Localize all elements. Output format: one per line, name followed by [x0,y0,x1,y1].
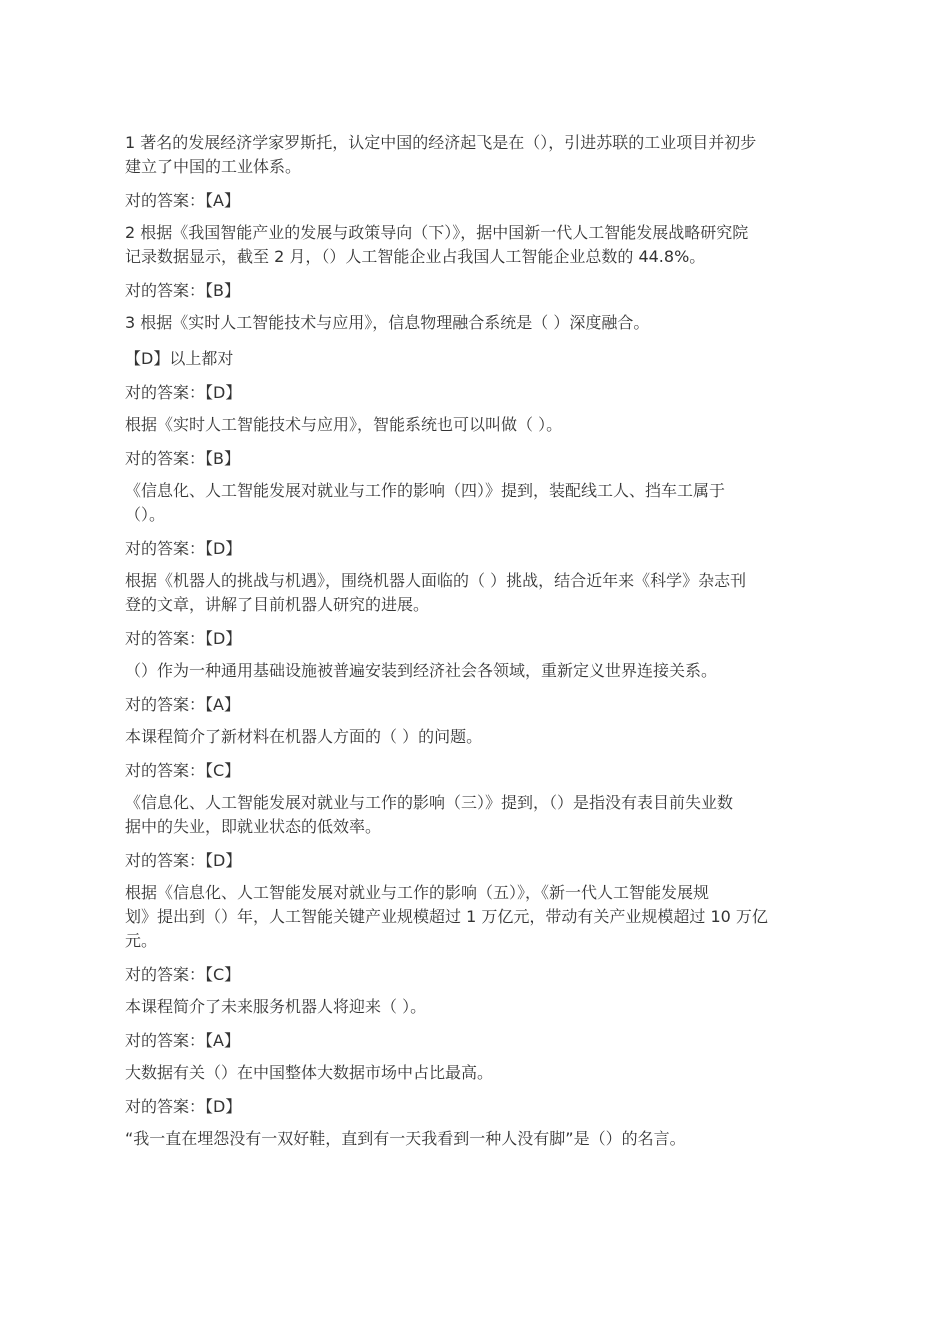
answer-line: 对的答案：【A】 [125,191,240,210]
question-text: 2 根据《我国智能产业的发展与政策导向（下）》，据中国新一代人工智能发展战略研究院 记录数据显示，截至 2 月，（）人工智能企业占我国人工智能企业总数的 44.8%。 [125,223,749,266]
option-line: 【D】以上都对 [125,349,234,368]
answer-line: 对的答案：【C】 [125,761,241,780]
question-text: 《信息化、人工智能发展对就业与工作的影响（四）》提到，装配线工人、挡车工属于 （）。 [125,481,726,524]
question-text: 3 根据《实时人工智能技术与应用》，信息物理融合系统是（ ）深度融合。 [125,313,650,332]
question-text: （）作为一种通用基础设施被普遍安装到经济社会各领域，重新定义世界连接关系。 [125,661,718,680]
question-text: 根据《信息化、人工智能发展对就业与工作的影响（五）》，《新一代人工智能发展规 划》提出到（）年，人工智能关键产业规模超过 1 万亿元，带动有关产业规模超过 10 万亿 元。 [125,883,768,950]
question-text: 本课程简介了新材料在机器人方面的（ ）的问题。 [125,727,483,746]
answer-line: 对的答案：【A】 [125,695,240,714]
document-body [125,131,830,1161]
answer-line: 对的答案：【B】 [125,281,240,300]
answer-line: 对的答案：【C】 [125,965,241,984]
answer-line: 对的答案：【A】 [125,1031,240,1050]
question-text: 大数据有关（）在中国整体大数据市场中占比最高。 [125,1063,494,1082]
answer-line: 对的答案：【D】 [125,629,242,648]
question-text: 根据《机器人的挑战与机遇》，围绕机器人面临的（ ）挑战，结合近年来《科学》杂志刊 登的文章，讲解了目前机器人研究的进展。 [125,571,747,614]
answer-line: 对的答案：【D】 [125,1097,242,1116]
answer-line: 对的答案：【D】 [125,539,242,558]
answer-line: 对的答案：【D】 [125,383,242,402]
question-text: 本课程简介了未来服务机器人将迎来（ ）。 [125,997,427,1016]
answer-line: 对的答案：【D】 [125,851,242,870]
question-text: 1 著名的发展经济学家罗斯托，认定中国的经济起飞是在（），引进苏联的工业项目并初步 建立了中国的工业体系。 [125,133,757,176]
question-text: 《信息化、人工智能发展对就业与工作的影响（三）》提到，（）是指没有表目前失业数 据中的失业，即就业状态的低效率。 [125,793,734,836]
answer-line: 对的答案：【B】 [125,449,240,468]
question-text: “我一直在埋怨没有一双好鞋，直到有一天我看到一种人没有脚”是（）的名言。 [125,1129,686,1148]
question-text: 根据《实时人工智能技术与应用》，智能系统也可以叫做（ ）。 [125,415,563,434]
